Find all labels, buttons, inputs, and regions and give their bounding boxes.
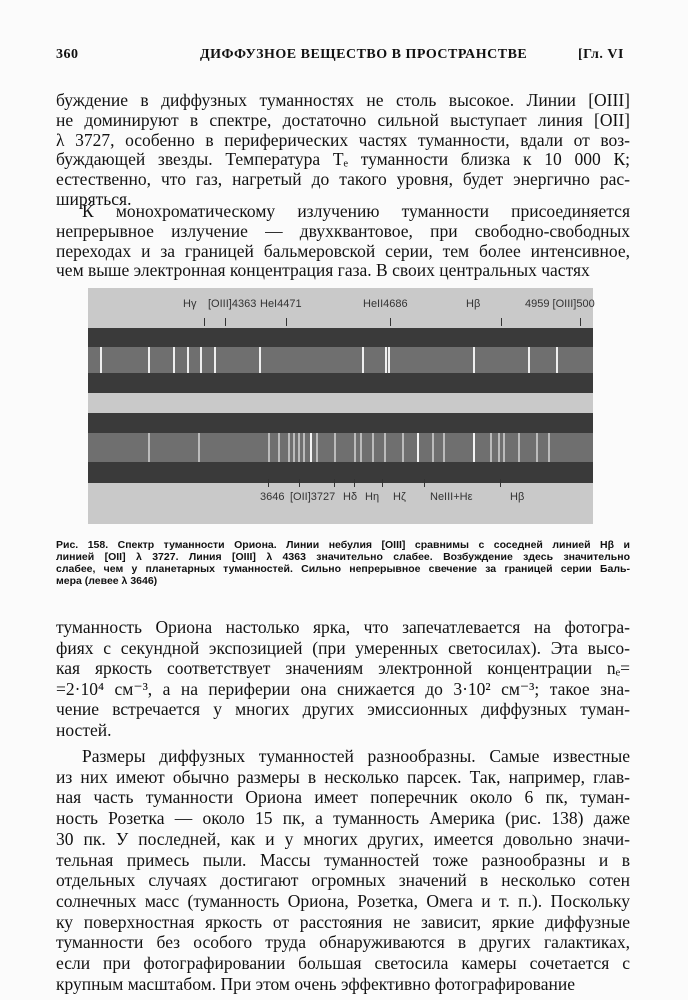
text-line: 30 пк. У последней, как и у многих других, имеется довольно значи- <box>56 828 630 849</box>
text-line: λ 3727, особенно в периферических частях туманности, вдали от воз- <box>56 129 630 150</box>
emission-line <box>268 433 270 462</box>
text-line: ность Розетка — около 15 пк, а туманность Америка (рис. 138) даже <box>56 808 630 829</box>
emission-line <box>334 433 336 462</box>
text-line: непрерывное излучение — двухквантовое, при свободно-свободных <box>56 220 630 241</box>
emission-line <box>518 433 520 462</box>
text-line: ширяться. <box>56 189 132 209</box>
emission-line <box>187 347 189 373</box>
emission-line <box>288 433 290 462</box>
text-line: солнечных масс (туманность Ориона, Розетка, Омега и т. п.). Поскольку <box>56 890 630 911</box>
running-title: ДИФФУЗНОЕ ВЕЩЕСТВО В ПРОСТРАНСТВЕ <box>200 47 528 62</box>
emission-line <box>198 433 200 462</box>
emission-line <box>490 433 492 462</box>
emission-line <box>259 347 261 373</box>
top-line-label: Hγ <box>183 298 197 310</box>
emission-line <box>316 433 318 462</box>
emission-line <box>473 433 475 462</box>
text-line: если при фотографировании большая светосила камеры сочетается с <box>56 953 630 973</box>
emission-line <box>536 433 538 462</box>
emission-line <box>303 433 305 462</box>
text-line: ку поверхностная яркость от расстояния не зависит, яркие диффузные <box>56 911 630 932</box>
emission-line <box>372 433 374 462</box>
text-line: не доминируют в спектре, достаточно сильной выступает линия [OII] <box>56 109 630 130</box>
line-marker <box>268 479 269 487</box>
emission-line <box>298 433 300 462</box>
line-marker <box>204 318 205 326</box>
text-line: ная часть туманности Ориона имеет поперечник около 6 пк, туман- <box>56 787 630 808</box>
text-line: чение встречается у многих других эмиссионных диффузных туман- <box>56 699 630 719</box>
bottom-line-label: Hη <box>365 491 380 503</box>
emission-line <box>548 433 550 462</box>
text-line: туманности без особого труда обнаруживаются в других галактиках, <box>56 932 630 953</box>
text-line: естественно, что газ, нагретый до такого уровня, будет энергично рас- <box>56 169 630 190</box>
text-line: тельная примесь пыли. Массы туманностей тоже разнообразны и в <box>56 849 630 870</box>
emission-line <box>503 433 505 462</box>
emission-line <box>200 347 202 373</box>
emission-line <box>528 347 530 373</box>
top-line-label: HeII4686 <box>363 298 408 310</box>
emission-line <box>360 433 362 462</box>
line-marker <box>334 479 335 487</box>
line-marker <box>286 318 287 326</box>
emission-line <box>443 433 445 462</box>
emission-line <box>473 347 475 373</box>
text-line: буждающей звезды. Температура Tₑ туманности близка к 10 000 К; <box>56 149 630 170</box>
emission-line <box>148 347 150 373</box>
emission-line <box>402 433 404 462</box>
emission-line <box>556 347 558 373</box>
text-line: =2·10⁴ см⁻³, а на периферии она снижается до 3·10² см⁻³; такое зна- <box>56 678 630 699</box>
text-line: К монохроматическому излучению туманности присоединяется <box>82 201 630 221</box>
text-line: чем выше электронная концентрация газа. В своих центральных частях <box>56 260 590 281</box>
top-line-label: Hβ <box>466 298 481 310</box>
text-line: туманность Ориона настолько ярка, что запечатлевается на фотогра- <box>56 617 630 637</box>
emission-line <box>498 433 500 462</box>
line-marker <box>382 479 383 487</box>
line-marker <box>390 318 391 326</box>
caption-line: слабее, чем у планетарных туманностей. Сильно непрерывное свечение за границей серии Баль- <box>56 563 630 575</box>
emission-line <box>432 433 434 462</box>
page-number: 360 <box>56 47 79 62</box>
emission-line <box>148 433 150 462</box>
upper-spectrum-strip <box>88 347 593 373</box>
emission-line <box>310 433 312 462</box>
chapter-label: [Гл. VI <box>578 47 624 62</box>
bottom-line-label: Hζ <box>393 491 406 503</box>
top-line-label: [OIII]4363 <box>208 298 257 310</box>
text-line: из них имеют обычно размеры в несколько парсек. Так, например, глав- <box>56 766 630 787</box>
line-marker <box>424 479 425 487</box>
bottom-line-label: Hδ <box>343 491 358 503</box>
text-line: кая яркость соответствует значениям электронной концентрации nₑ= <box>56 658 630 678</box>
emission-line <box>173 347 175 373</box>
emission-line <box>417 433 419 462</box>
line-marker <box>354 479 355 487</box>
emission-line <box>214 347 216 373</box>
top-line-label: 4959 [OIII]500 <box>525 298 595 310</box>
emission-line <box>362 347 364 373</box>
emission-line <box>100 347 102 373</box>
text-line: крупным масштабом. При этом очень эффективно фотографирование <box>56 973 575 994</box>
emission-line <box>278 433 280 462</box>
line-marker <box>580 318 581 326</box>
text-line: отдельных случаях достигают огромных значений в несколько сотен <box>56 870 630 891</box>
bottom-line-label: 3646 <box>260 491 285 503</box>
emission-line <box>388 347 390 373</box>
bottom-line-label: [OII]3727 <box>290 491 336 503</box>
line-marker <box>500 479 501 487</box>
line-marker <box>299 479 300 487</box>
caption-line: линией [OII] λ 3727. Линия [OIII] λ 4363 значительно слабее. Возбуждение здесь значительно <box>56 551 630 563</box>
text-line: буждение в диффузных туманностях не столь высокое. Линии [OIII] <box>56 90 630 110</box>
bottom-line-label: NeIII+Hε <box>430 491 473 503</box>
text-line: переходах и за границей бальмеровской серии, тем более интенсивное, <box>56 240 630 261</box>
line-marker <box>501 318 502 326</box>
caption-line: мера (левее λ 3646) <box>56 575 158 587</box>
text-line: фиях с секундной экспозицией (при умеренных светосилах). Эта высо- <box>56 637 630 658</box>
line-marker <box>225 318 226 326</box>
emission-line <box>354 433 356 462</box>
emission-line <box>385 347 387 373</box>
top-line-label: HeI4471 <box>260 298 302 310</box>
spectrum-figure <box>88 288 593 524</box>
emission-line <box>293 433 295 462</box>
emission-line <box>384 433 386 462</box>
text-line: Размеры диффузных туманностей разнообразны. Самые известные <box>82 746 630 766</box>
text-line: ностей. <box>56 719 112 740</box>
caption-line: Рис. 158. Спектр туманности Ориона. Линии небулия [OIII] сравнимы с соседней линией Hβ и <box>56 539 630 551</box>
bottom-line-label: Hβ <box>510 491 525 503</box>
